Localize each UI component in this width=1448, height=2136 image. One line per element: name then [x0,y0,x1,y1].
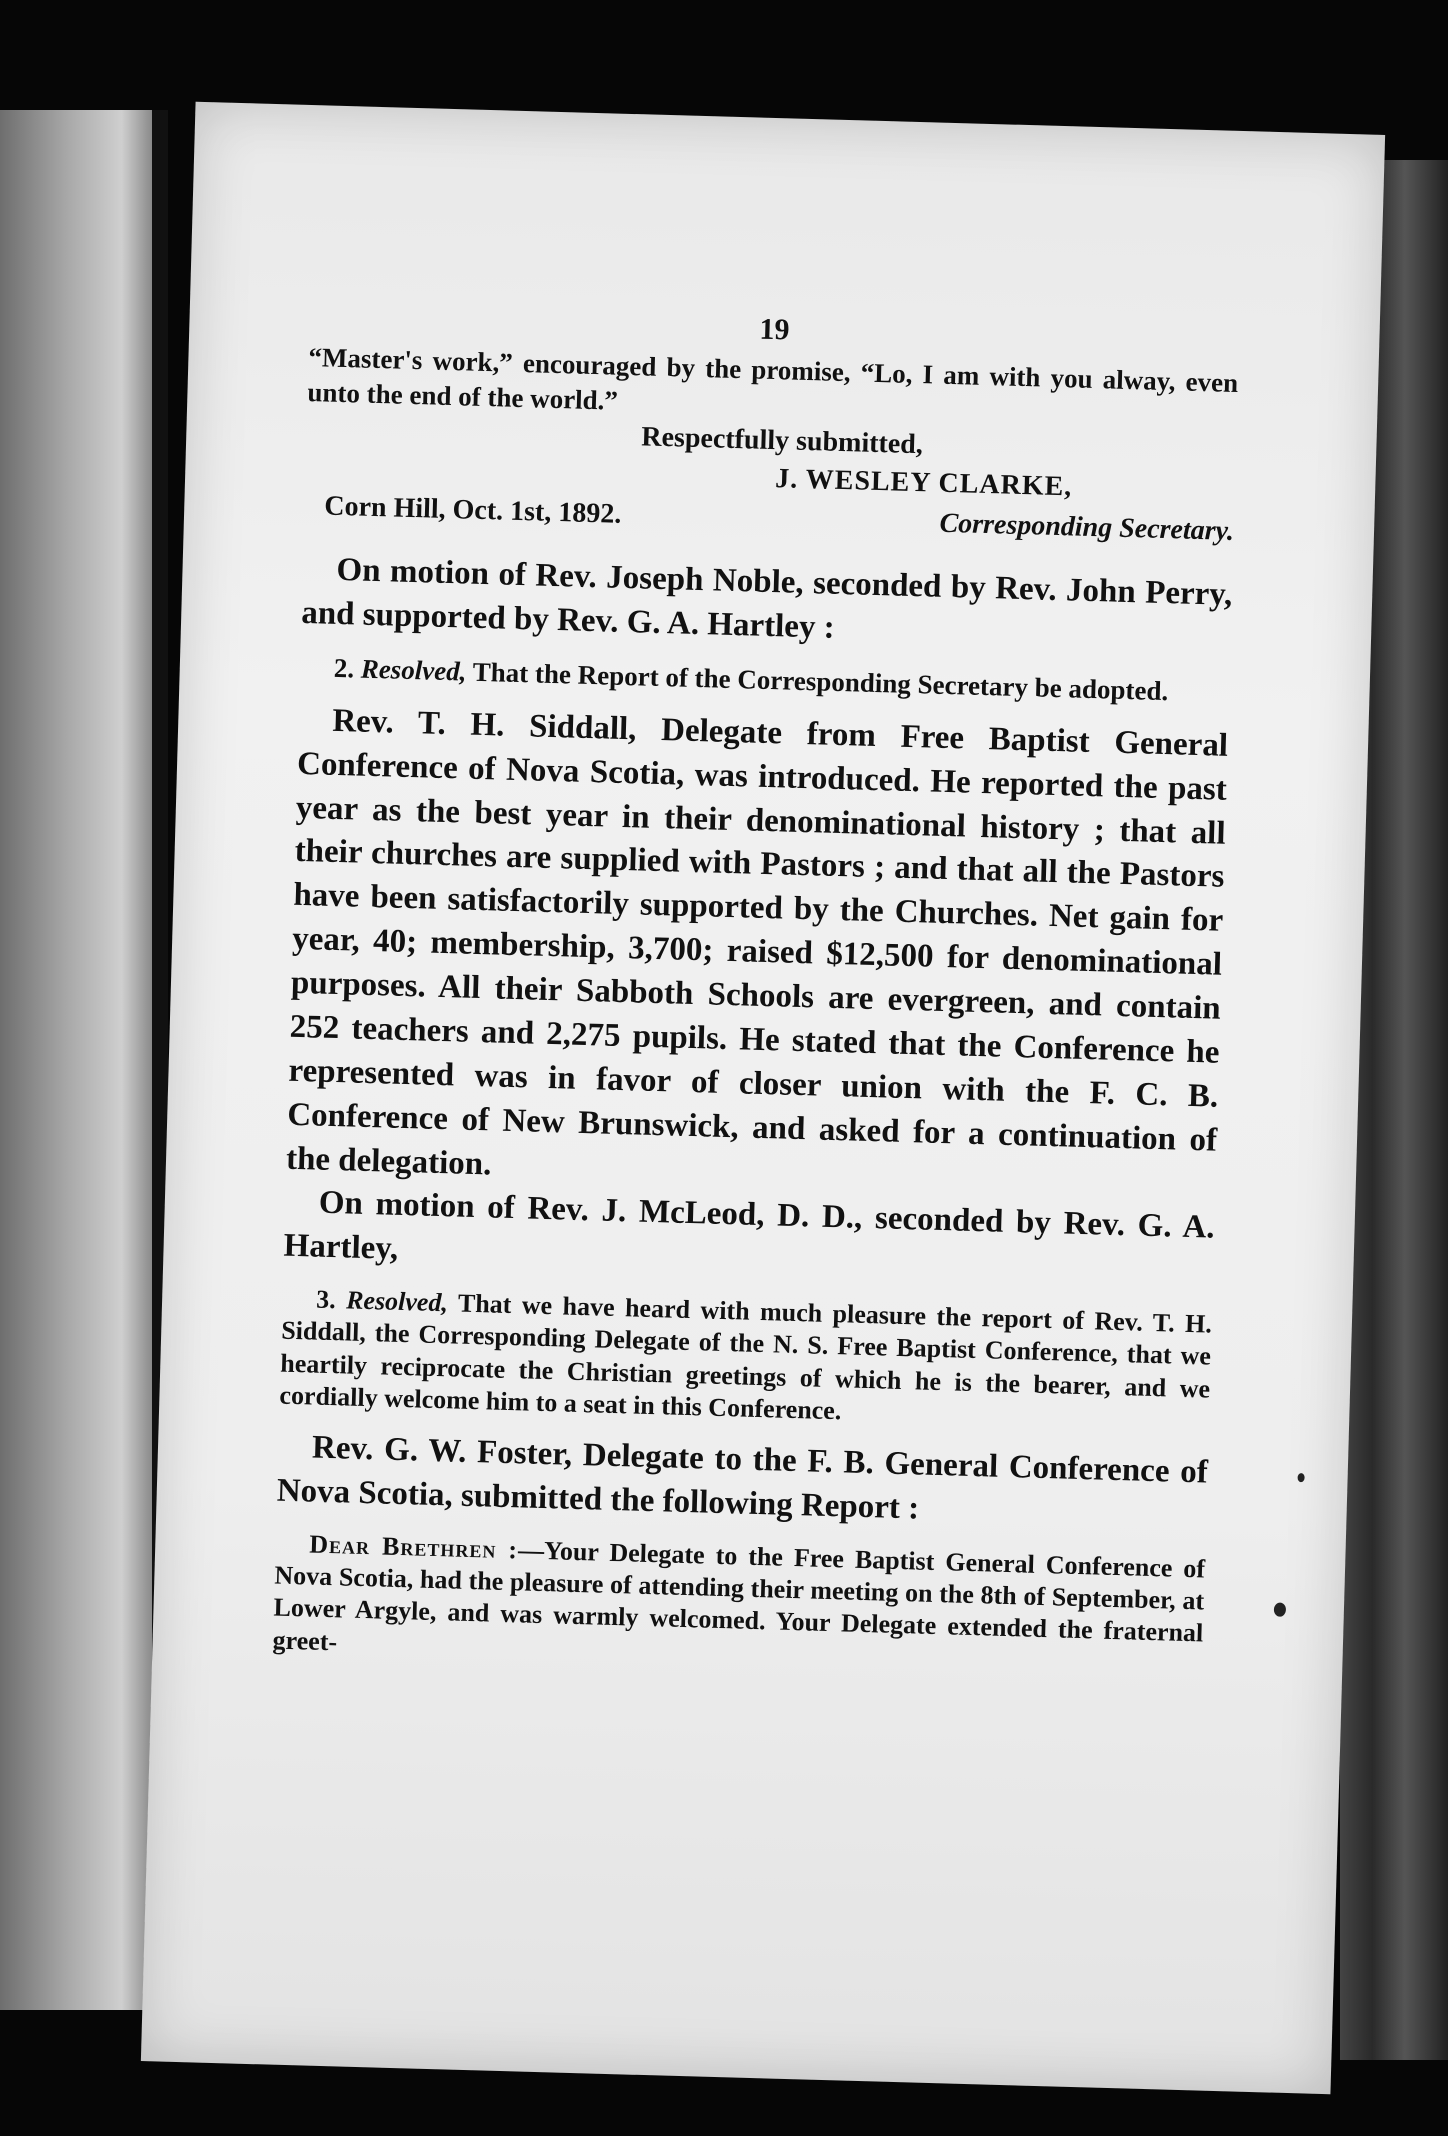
resolution-3 [279,1283,1212,1438]
signature-date: Corn Hill, Oct. 1st, 1892. [323,490,622,530]
resolution-2-label: Resolved, [360,653,467,687]
motion-1: On motion of Rev. Joseph Noble, seconded by Rev. John Perry, and supported by Rev. G. A. Hartley : [300,552,1233,647]
ink-speck [1274,1602,1286,1616]
report-salutation: Dear Brethren : [308,1529,519,1565]
report-paragraph [272,1527,1205,1682]
intro-paragraph: “Master's work,” encouraged by the promise, “Lo, I am with you alway, even unto the end of the world.” [307,342,1239,416]
page-text [272,300,1240,1682]
motion-2: On motion of Rev. J. McLeod, D. D., seconded by Rev. G. A. Hartley, [283,1185,1216,1268]
siddall-paragraph: Rev. T. H. Siddall, Delegate from Free Baptist General Conference of Nova Scotia, was introduced. He reported the past year as the best year in their denominational history ; that all their churches are supplied with Pastors ; and that all the Pastors have been satisfactorily supported by the Churches. Net gain for year, 40; membership, 3,700; raised $12,500 for denominational purposes. All their Sabboth Schools are evergreen, and contain 252 teachers and 2,275 pupils. He stated that the Conference he represented was in favor of closer union with the F. C. B. Conference of New Brunswick, and asked for a continuation of the delegation. [285,702,1229,1182]
document-page [141,102,1385,2094]
resolution-3-label: Resolved, [345,1285,449,1318]
foster-paragraph: Rev. G. W. Foster, Delegate to the F. B. General Conference of Nova Scotia, submitted the following Report : [276,1429,1209,1527]
resolution-3-text: That we have heard with much pleasure the report of Rev. T. H. Siddall, the Corresponding Delegate of the N. S. Free Baptist Conference, that we heartily reciprocate the Christian greetings of which he is the bearer, and we cordially welcome him to a seat in this Conference. [279,1288,1213,1426]
signature-name: J. WESLEY CLARKE, [774,462,1073,503]
signature-submitted: Respectfully submitted, [640,421,924,461]
page-number: 19 [759,312,790,347]
ink-speck [1297,1473,1304,1482]
facing-page-edge [0,110,152,2010]
resolution-2-text: That the Report of the Corresponding Secretary be adopted. [472,656,1169,707]
signature-role: Corresponding Secretary. [939,507,1235,547]
report-text: —Your Delegate to the Free Baptist General Conference of Nova Scotia, had the pleasure of attending their meeting on the 8th of September, at Lower Argyle, and was warmly welcomed. Your Delegate extended the fraternal greet- [272,1535,1206,1656]
resolution-3-number: 3. [315,1284,337,1315]
resolution-2-number: 2. [333,653,355,684]
